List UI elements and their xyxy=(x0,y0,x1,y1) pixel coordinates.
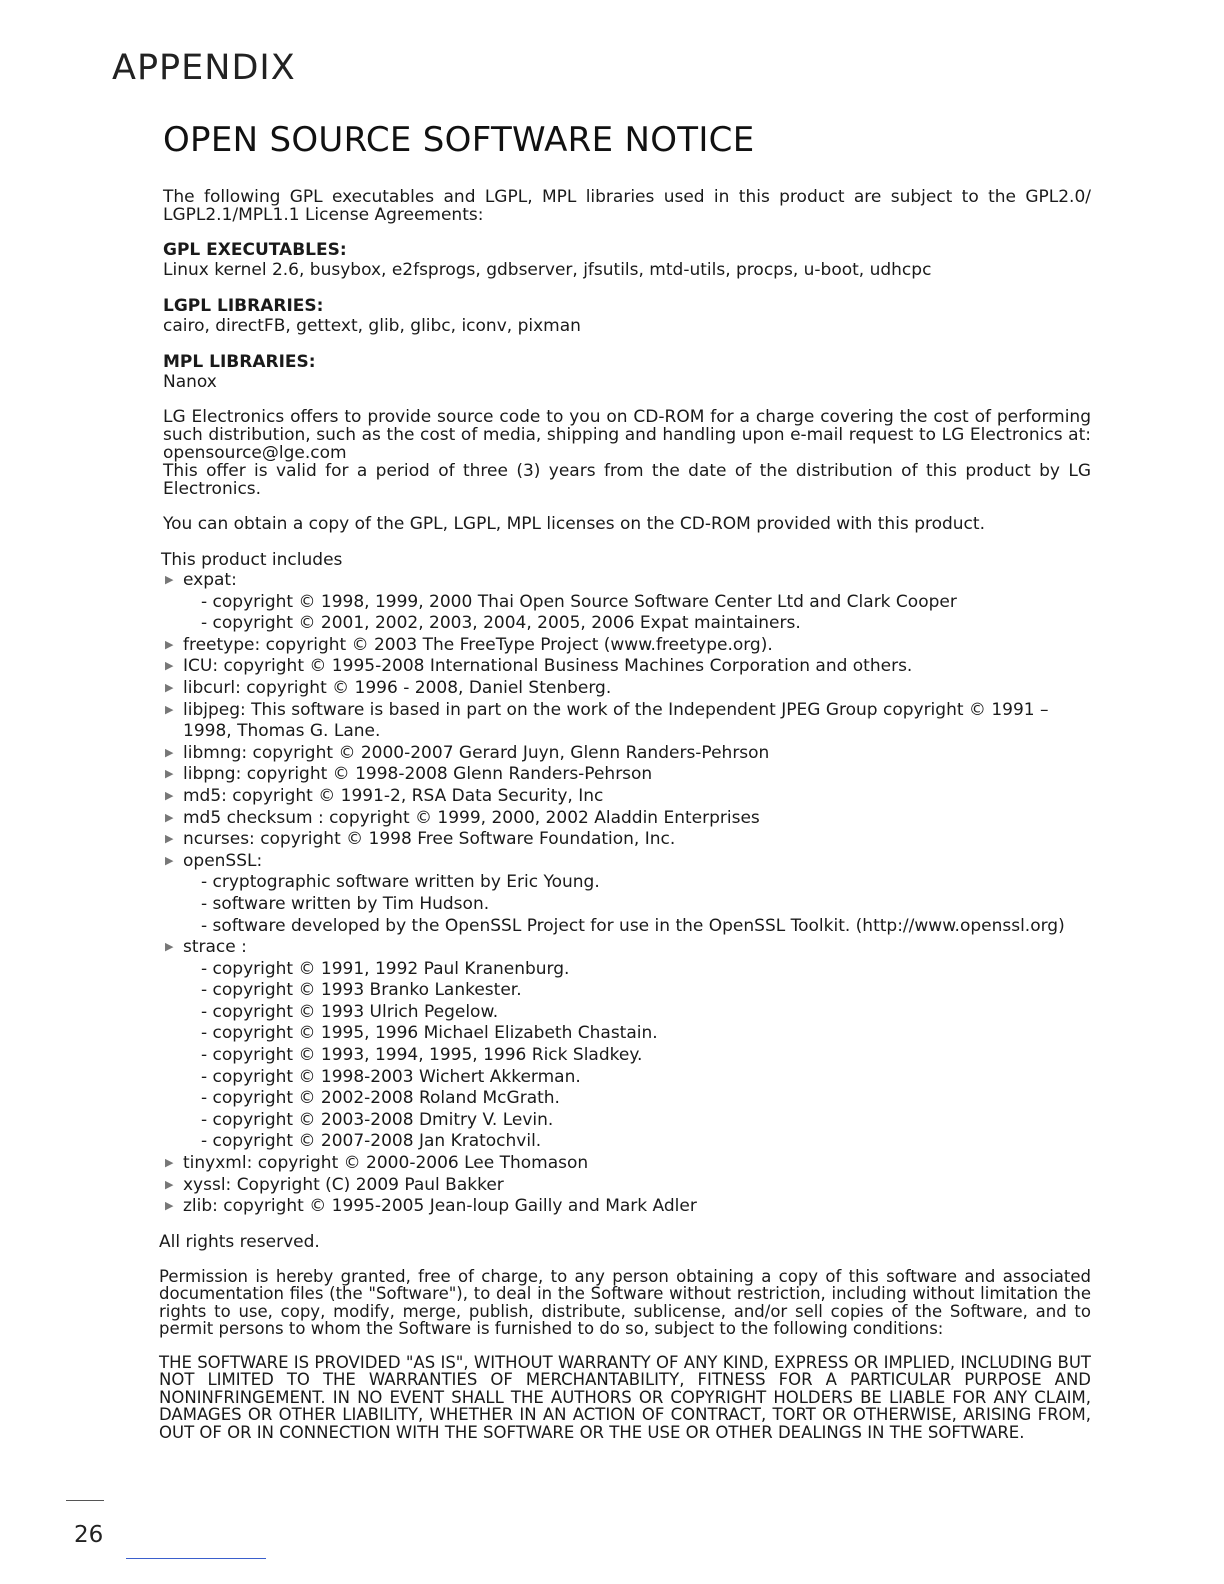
package-item xyxy=(163,1196,1091,1218)
page-title: OPEN SOURCE SOFTWARE NOTICE xyxy=(163,120,755,160)
package-item xyxy=(163,937,1091,1153)
page-number: 26 xyxy=(74,1522,104,1548)
bullet-arrow-icon: ▶ xyxy=(165,810,174,824)
package-item xyxy=(163,786,1091,808)
copyright-line: - copyright © 1998-2003 Wichert Akkerman. xyxy=(201,1066,581,1087)
lgpl-section xyxy=(163,296,1091,336)
copyright-line: - copyright © 1998, 1999, 2000 Thai Open Source Software Center Ltd and Clark Cooper xyxy=(201,591,957,612)
package-text: ICU: copyright © 1995-2008 International Business Machines Corporation and others. xyxy=(183,656,913,677)
gpl-list: Linux kernel 2.6, busybox, e2fsprogs, gdbserver, jfsutils, mtd-utils, procps, u-boot, udhcpc xyxy=(163,260,932,280)
package-text: md5: copyright © 1991-2, RSA Data Security, Inc xyxy=(183,785,604,806)
bullet-arrow-icon: ▶ xyxy=(165,680,174,694)
mpl-list: Nanox xyxy=(163,372,217,392)
copyright-line: - cryptographic software written by Eric Young. xyxy=(201,872,600,893)
copyright-line: - copyright © 2003-2008 Dmitry V. Levin. xyxy=(201,1109,554,1130)
package-list xyxy=(163,570,1091,1218)
package-item xyxy=(163,656,1091,678)
copyright-line: - copyright © 2007-2008 Jan Kratochvil. xyxy=(201,1131,542,1152)
bullet-arrow-icon: ▶ xyxy=(165,702,174,716)
package-item xyxy=(163,743,1091,765)
package-item xyxy=(163,1175,1091,1197)
gpl-section xyxy=(163,240,1091,280)
package-item xyxy=(163,764,1091,786)
package-item xyxy=(163,700,1091,743)
package-item xyxy=(163,570,1091,635)
mpl-section xyxy=(163,352,1091,392)
copyright-line: - copyright © 1993 Ulrich Pegelow. xyxy=(201,1001,499,1022)
bullet-arrow-icon: ▶ xyxy=(165,1199,174,1213)
includes-heading: This product includes xyxy=(161,550,343,570)
obtain-paragraph: You can obtain a copy of the GPL, LGPL, MPL licenses on the CD-ROM provided with this product. xyxy=(163,514,985,534)
package-item xyxy=(163,1153,1091,1175)
validity-paragraph: This offer is valid for a period of three (3) years from the date of the distribution of this product by LG Electronics. xyxy=(163,461,1091,499)
package-item xyxy=(163,829,1091,851)
section-title: APPENDIX xyxy=(112,48,296,88)
package-text: md5 checksum : copyright © 1999, 2000, 2002 Aladdin Enterprises xyxy=(183,807,760,828)
package-text: expat: xyxy=(183,570,237,590)
bullet-arrow-icon: ▶ xyxy=(165,745,174,759)
copyright-line: - copyright © 2002-2008 Roland McGrath. xyxy=(201,1088,560,1109)
lgpl-heading: LGPL LIBRARIES: xyxy=(163,296,324,316)
permission-paragraph: Permission is hereby granted, free of charge, to any person obtaining a copy of this software and associated documentation files (the "Software"), to deal in the Software without restriction, including without limitation the rights to use, copy, modify, merge, publish, distribute, sublicense, and/or sell copies of the Software, and to permit persons to whom the Software is furnished to do so, subject to the following conditions: xyxy=(159,1266,1091,1339)
rights-statement: All rights reserved. xyxy=(159,1231,320,1252)
package-text: libjpeg: This software is based in part on the work of the Independent JPEG Group copyright © 1991 – 1998, Thomas G. Lane. xyxy=(183,699,1049,742)
warranty-disclaimer: THE SOFTWARE IS PROVIDED "AS IS", WITHOUT WARRANTY OF ANY KIND, EXPRESS OR IMPLIED, INCLUDING BUT NOT LIMITED TO THE WARRANTIES OF MERCHANTABILITY, FITNESS FOR A PARTICULAR PURPOSE AND NONINFRINGEMENT. IN NO EVENT SHALL THE AUTHORS OR COPYRIGHT HOLDERS BE LIABLE FOR ANY CLAIM, DAMAGES OR OTHER LIABILITY, WHETHER IN AN ACTION OF CONTRACT, TORT OR OTHERWISE, ARISING FROM, OUT OF OR IN CONNECTION WITH THE SOFTWARE OR THE USE OR OTHER DEALINGS IN THE SOFTWARE. xyxy=(159,1352,1091,1442)
package-text: zlib: copyright © 1995-2005 Jean-loup Gailly and Mark Adler xyxy=(183,1196,697,1217)
bullet-arrow-icon: ▶ xyxy=(165,788,174,802)
bullet-arrow-icon: ▶ xyxy=(165,1177,174,1191)
package-text: libmng: copyright © 2000-2007 Gerard Juyn, Glenn Randers-Pehrson xyxy=(183,742,770,763)
bullet-arrow-icon: ▶ xyxy=(165,940,174,954)
lgpl-list: cairo, directFB, gettext, glib, glibc, iconv, pixman xyxy=(163,316,581,336)
copyright-line: - copyright © 1995, 1996 Michael Elizabeth Chastain. xyxy=(201,1023,658,1044)
bullet-arrow-icon: ▶ xyxy=(165,637,174,651)
copyright-line: - copyright © 1993, 1994, 1995, 1996 Rick Sladkey. xyxy=(201,1045,643,1066)
copyright-line: - software written by Tim Hudson. xyxy=(201,893,490,914)
bullet-arrow-icon: ▶ xyxy=(165,767,174,781)
package-text: xyssl: Copyright (C) 2009 Paul Bakker xyxy=(183,1174,504,1195)
package-text: libpng: copyright © 1998-2008 Glenn Randers-Pehrson xyxy=(183,764,653,785)
footer-accent-line xyxy=(126,1558,266,1559)
bullet-arrow-icon: ▶ xyxy=(165,1156,174,1170)
package-text: ncurses: copyright © 1998 Free Software Foundation, Inc. xyxy=(183,829,676,850)
package-item xyxy=(163,851,1091,937)
package-text: tinyxml: copyright © 2000-2006 Lee Thomason xyxy=(183,1153,589,1174)
gpl-heading: GPL EXECUTABLES: xyxy=(163,240,347,260)
mpl-heading: MPL LIBRARIES: xyxy=(163,352,316,372)
copyright-line: - copyright © 1993 Branko Lankester. xyxy=(201,980,522,1001)
bullet-arrow-icon: ▶ xyxy=(165,832,174,846)
footer-divider xyxy=(66,1500,104,1501)
bullet-arrow-icon: ▶ xyxy=(165,853,174,867)
copyright-line: - copyright © 2001, 2002, 2003, 2004, 2005, 2006 Expat maintainers. xyxy=(201,613,801,634)
package-text: freetype: copyright © 2003 The FreeType Project (www.freetype.org). xyxy=(183,634,773,655)
copyright-line: - software developed by the OpenSSL Project for use in the OpenSSL Toolkit. (http://www.openssl.org) xyxy=(201,915,1065,936)
intro-paragraph: The following GPL executables and LGPL, MPL libraries used in this product are subject to the GPL2.0/ LGPL2.1/MPL1.1 License Agreements: xyxy=(163,187,1091,225)
package-text: openSSL: xyxy=(183,850,263,871)
notice-content xyxy=(159,120,1091,1442)
copyright-line: - copyright © 1991, 1992 Paul Kranenburg. xyxy=(201,958,570,979)
package-text: strace : xyxy=(183,937,247,958)
package-item xyxy=(163,635,1091,657)
offer-paragraph: LG Electronics offers to provide source code to you on CD-ROM for a charge covering the cost of performing such distribution, such as the cost of media, shipping and handling upon e-mail request to LG Electronics at: opensource@lge.com xyxy=(163,407,1091,463)
package-item xyxy=(163,678,1091,700)
package-text: libcurl: copyright © 1996 - 2008, Daniel Stenberg. xyxy=(183,677,612,698)
bullet-arrow-icon: ▶ xyxy=(165,659,174,673)
bullet-arrow-icon: ▶ xyxy=(165,573,174,586)
package-item xyxy=(163,808,1091,830)
